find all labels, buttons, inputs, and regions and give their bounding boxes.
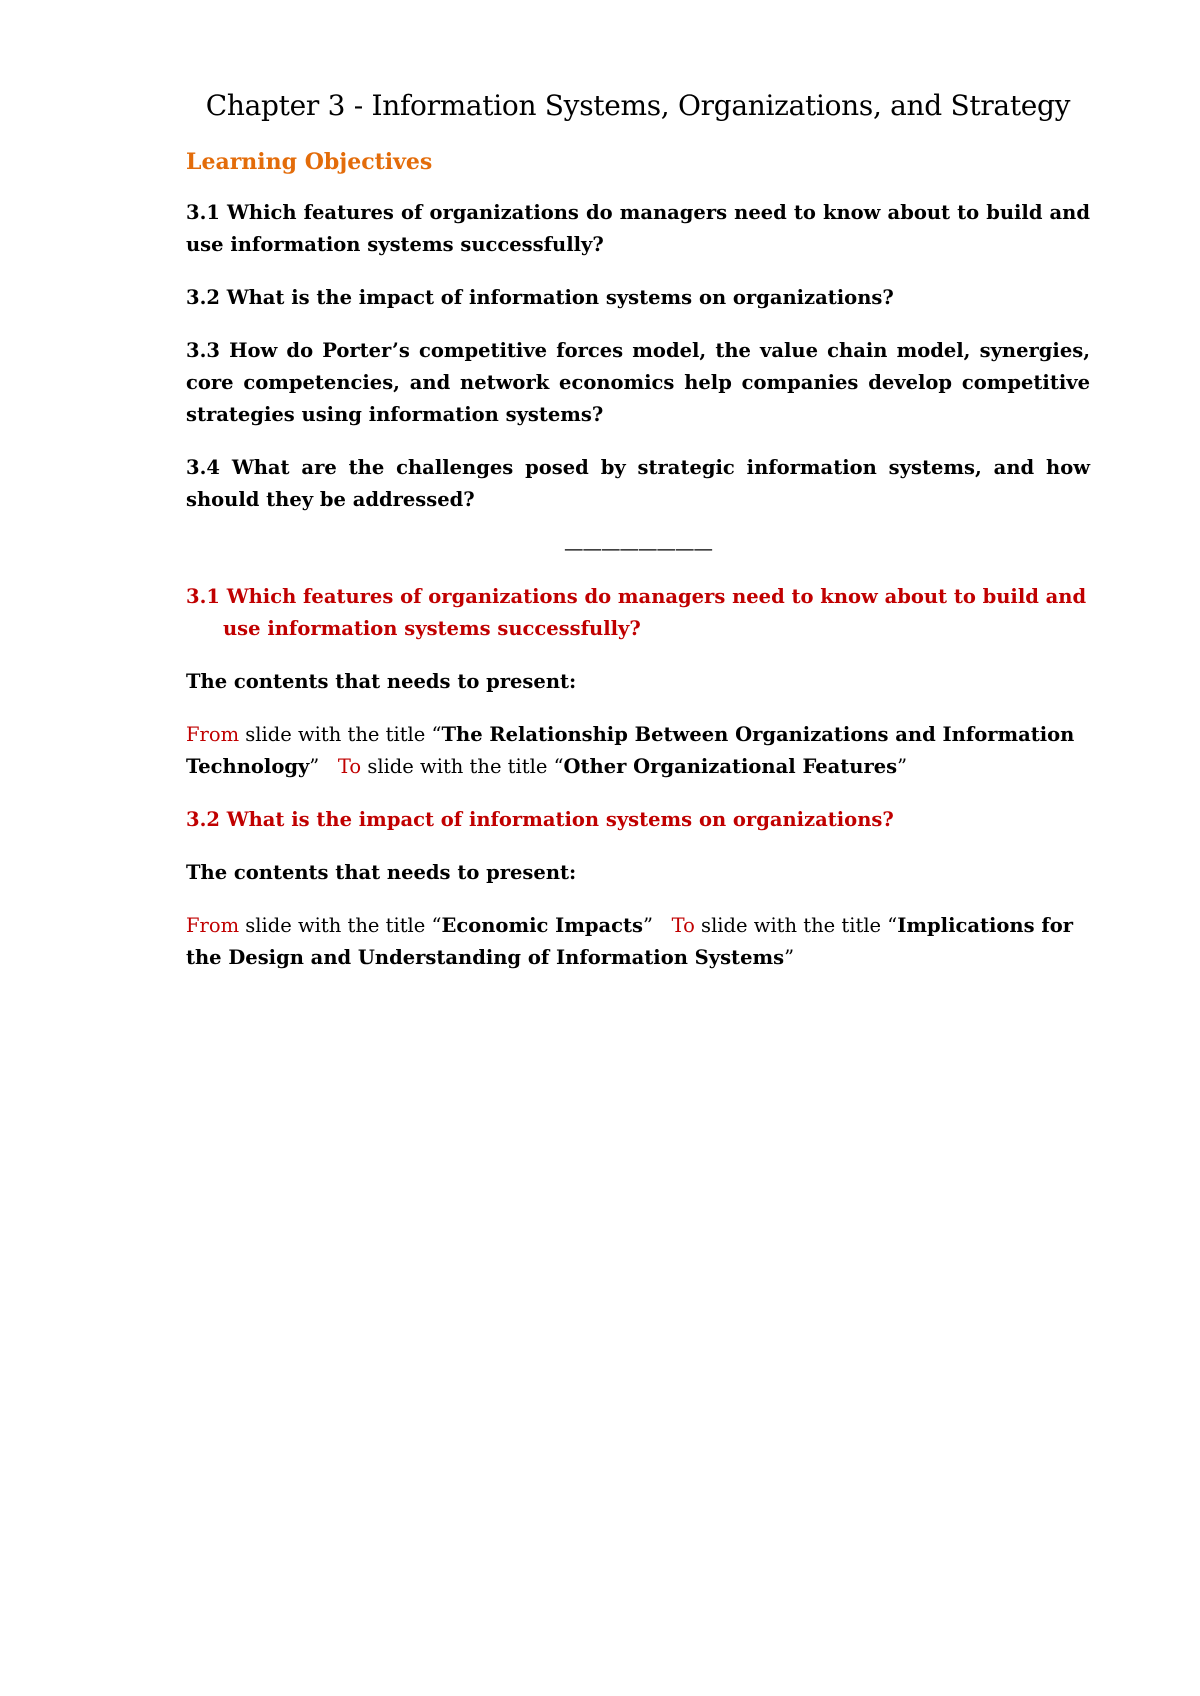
section-heading-3-1: 3.1 Which features of organizations do managers need to know about to build and use information systems successfully? — [186, 584, 1087, 640]
contents-label: The contents that needs to present: — [186, 860, 577, 884]
objectives-heading: Learning Objectives — [186, 149, 433, 176]
from-slide-title: The Relationship Between Organizations and Information Technology — [186, 722, 1075, 778]
objective-item: 3.3 How do Porter’s competitive forces model, the value chain model, synergies, core competencies, and network economics help companies develop competitive strategies using information systems? — [186, 338, 1090, 426]
close-quote: ” — [897, 754, 908, 778]
from-slide-title: Economic Impacts — [441, 913, 644, 937]
to-text: slide with the title “ — [361, 754, 564, 778]
section-heading-3-2: 3.2 What is the impact of information systems on organizations? — [186, 807, 894, 831]
contents-label: The contents that needs to present: — [186, 669, 577, 693]
to-word: To — [337, 754, 362, 778]
slide-range-3-1 — [186, 719, 1090, 783]
to-word: To — [671, 913, 695, 937]
close-quote: ” — [784, 945, 795, 969]
from-text: slide with the title “ — [239, 722, 442, 746]
objective-item: 3.2 What is the impact of information systems on organizations? — [186, 285, 894, 309]
objective-item: 3.4 What are the challenges posed by strategic information systems, and how should they be addressed? — [186, 455, 1090, 511]
from-word: From — [186, 722, 240, 746]
objective-item: 3.1 Which features of organizations do managers need to know about to build and use information systems successfully? — [186, 200, 1090, 256]
to-slide-title: Implications for the Design and Understanding of Information Systems — [186, 913, 1074, 969]
from-word: From — [186, 913, 240, 937]
section-separator: ———————— — [564, 536, 712, 560]
page-title: Chapter 3 - Information Systems, Organizations, and Strategy — [205, 89, 1071, 122]
to-text: slide with the title “ — [694, 913, 898, 937]
to-slide-title: Other Organizational Features — [563, 754, 898, 778]
close-quote: ” — [643, 913, 654, 937]
from-text: slide with the title “ — [239, 913, 442, 937]
slide-range-3-2 — [186, 910, 1090, 974]
document-page — [186, 88, 1090, 995]
close-quote: ” — [309, 754, 320, 778]
